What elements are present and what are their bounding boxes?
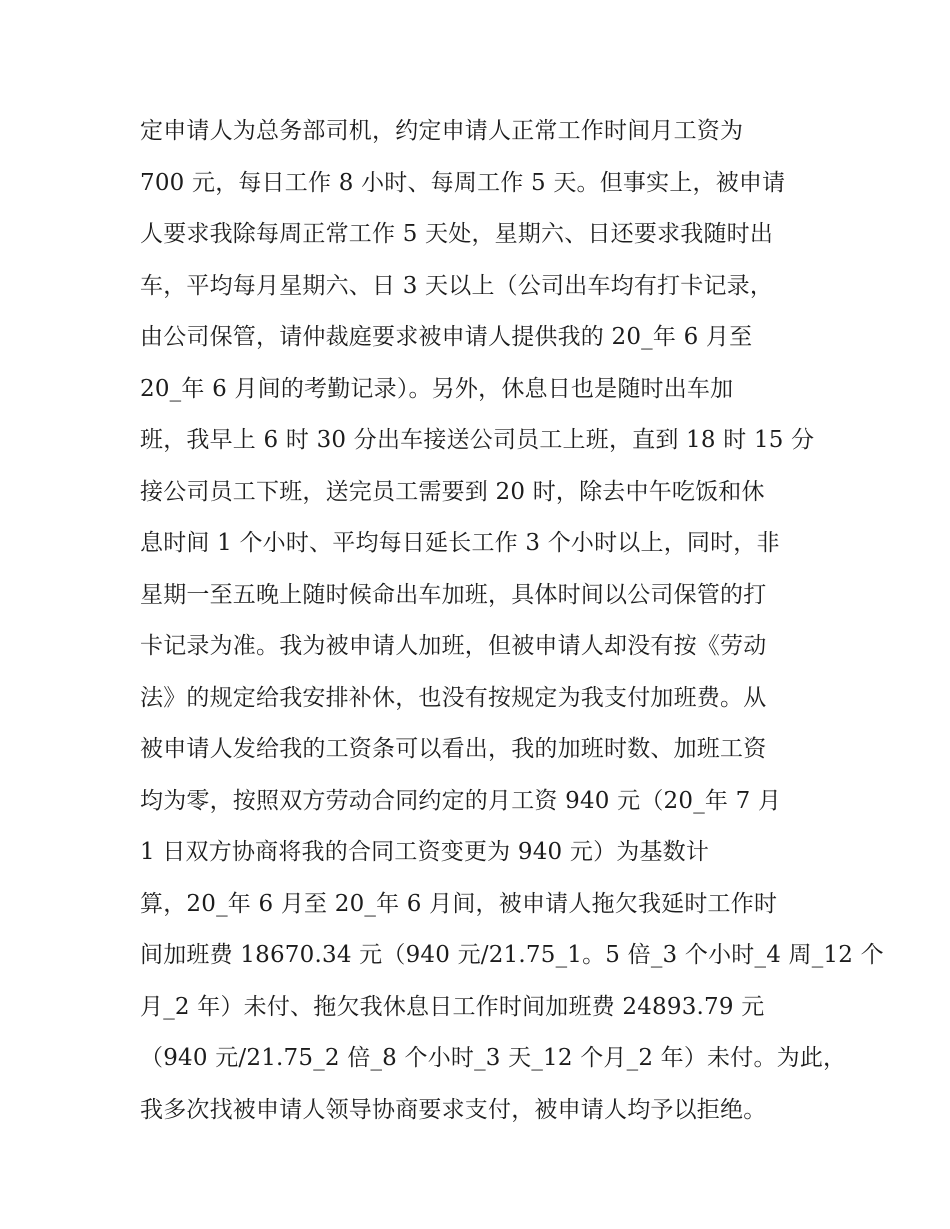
text-line: 被申请人发给我的工资条可以看出，我的加班时数、加班工资: [140, 736, 767, 762]
text-line: 由公司保管，请仲裁庭要求被申请人提供我的 20_年 6 月至: [140, 324, 753, 350]
text-line: 算，20_年 6 月至 20_年 6 月间，被申请人拖欠我延时工作时: [140, 890, 778, 917]
text-line: （940 元/21.75_2 倍_8 个小时_3 天_12 个月_2 年）未付。为此，: [140, 1045, 847, 1071]
text-line: 班，我早上 6 时 30 分出车接送公司员工上班，直到 18 时 15 分: [140, 427, 815, 453]
text-line: 1 日双方协商将我的合同工资变更为 940 元）为基数计: [140, 839, 710, 865]
text-line: 间加班费 18670.34 元（940 元/21.75_1。5 倍_3 个小时_4 周_12 个: [140, 942, 884, 968]
text-line: 星期一至五晚上随时候命出车加班，具体时间以公司保管的打: [140, 581, 767, 608]
text-line: 定申请人为总务部司机，约定申请人正常工作时间月工资为: [140, 118, 744, 144]
text-line: 20_年 6 月间的考勤记录）。另外，休息日也是随时出车加: [140, 375, 734, 402]
text-line: 车，平均每月星期六、日 3 天以上（公司出车均有打卡记录，: [140, 272, 774, 299]
text-line: 息时间 1 个小时、平均每日延长工作 3 个小时以上，同时，非: [140, 530, 780, 556]
text-line: 人要求我除每周正常工作 5 天处，星期六、日还要求我随时出: [140, 221, 774, 247]
text-line: 我多次找被申请人领导协商要求支付，被申请人均予以拒绝。: [140, 1096, 767, 1123]
text-line: 法》的规定给我安排补休，也没有按规定为我支付加班费。从: [140, 684, 767, 711]
document-body: [140, 106, 884, 1136]
text-line: 卡记录为准。我为被申请人加班，但被申请人却没有按《劳动: [140, 633, 767, 659]
text-line: 月_2 年）未付、拖欠我休息日工作时间加班费 24893.79 元: [140, 993, 765, 1020]
text-line: 700 元，每日工作 8 小时、每周工作 5 天。但事实上，被申请: [140, 169, 786, 196]
text-line: 均为零，按照双方劳动合同约定的月工资 940 元（20_年 7 月: [140, 787, 782, 814]
text-line: 接公司员工下班，送完员工需要到 20 时，除去中午吃饭和休: [140, 478, 765, 505]
